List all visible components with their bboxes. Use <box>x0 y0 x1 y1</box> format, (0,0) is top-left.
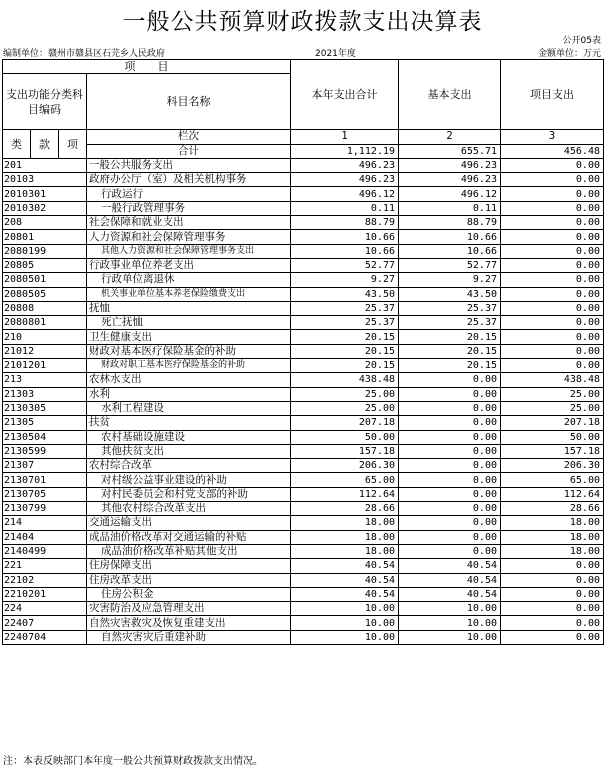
basic-expense-value: 20.15 <box>399 344 501 358</box>
total-expense-value: 25.00 <box>291 387 399 401</box>
table-row <box>3 373 604 387</box>
total-expense-value: 43.50 <box>291 287 399 301</box>
table-row <box>3 602 604 616</box>
column-number-2: 2 <box>399 130 501 144</box>
subject-code: 214 <box>3 516 87 530</box>
project-expense-value: 0.00 <box>501 630 604 644</box>
basic-expense-value: 40.54 <box>399 559 501 573</box>
total-expense-value: 10.00 <box>291 616 399 630</box>
subject-name: 自然灾害救灾及恢复重建支出 <box>87 616 291 630</box>
subject-code: 2130799 <box>3 502 87 516</box>
subject-code: 21012 <box>3 344 87 358</box>
subject-code: 2080801 <box>3 316 87 330</box>
table-row <box>3 416 604 430</box>
total-expense-value: 112.64 <box>291 487 399 501</box>
subject-code: 2240704 <box>3 630 87 644</box>
subject-code: 210 <box>3 330 87 344</box>
table-row <box>3 559 604 573</box>
subject-code: 21305 <box>3 416 87 430</box>
basic-expense-value: 0.00 <box>399 430 501 444</box>
table-row <box>3 201 604 215</box>
subject-code: 2130305 <box>3 401 87 415</box>
project-expense-value: 0.00 <box>501 573 604 587</box>
table-row <box>3 487 604 501</box>
table-row <box>3 330 604 344</box>
total-c1: 1,112.19 <box>291 144 399 158</box>
subject-name: 人力资源和社会保障管理事务 <box>87 230 291 244</box>
total-expense-value: 88.79 <box>291 216 399 230</box>
subject-name: 住房保障支出 <box>87 559 291 573</box>
subject-code: 2101201 <box>3 359 87 373</box>
basic-expense-value: 496.23 <box>399 173 501 187</box>
table-row <box>3 616 604 630</box>
table-row <box>3 516 604 530</box>
basic-expense-value: 0.00 <box>399 459 501 473</box>
table-row <box>3 187 604 201</box>
subject-code: 2080501 <box>3 273 87 287</box>
column-number-label: 栏次 <box>87 130 291 144</box>
project-expense-value: 25.00 <box>501 387 604 401</box>
basic-expense-value: 0.00 <box>399 373 501 387</box>
basic-expense-value: 10.00 <box>399 602 501 616</box>
subject-name: 行政单位离退休 <box>87 273 291 287</box>
total-expense-value: 9.27 <box>291 273 399 287</box>
subject-code: 20801 <box>3 230 87 244</box>
subject-name: 灾害防治及应急管理支出 <box>87 602 291 616</box>
form-code: 公开05表 <box>562 36 601 46</box>
subject-name: 农林水支出 <box>87 373 291 387</box>
compiling-unit: 编制单位：赣州市赣县区石芫乡人民政府 <box>3 49 166 59</box>
basic-expense-header: 基本支出 <box>399 60 501 130</box>
total-expense-value: 25.37 <box>291 316 399 330</box>
total-expense-value: 25.00 <box>291 401 399 415</box>
total-expense-value: 50.00 <box>291 430 399 444</box>
table-row <box>3 316 604 330</box>
basic-expense-value: 25.37 <box>399 316 501 330</box>
subject-name: 水利工程建设 <box>87 401 291 415</box>
subject-name: 扶贫 <box>87 416 291 430</box>
project-expense-value: 157.18 <box>501 444 604 458</box>
basic-expense-value: 0.00 <box>399 544 501 558</box>
subject-code: 21303 <box>3 387 87 401</box>
subject-name: 财政对基本医疗保险基金的补助 <box>87 344 291 358</box>
total-expense-value: 0.11 <box>291 201 399 215</box>
total-expense-value: 206.30 <box>291 459 399 473</box>
basic-expense-value: 20.15 <box>399 330 501 344</box>
subject-name: 成品油价格改革补贴其他支出 <box>87 544 291 558</box>
project-expense-value: 0.00 <box>501 301 604 315</box>
table-row <box>3 216 604 230</box>
basic-expense-value: 52.77 <box>399 258 501 272</box>
fiscal-year: 2021年度 <box>315 49 356 59</box>
total-expense-header: 本年支出合计 <box>291 60 399 130</box>
table-row <box>3 573 604 587</box>
basic-expense-value: 10.00 <box>399 630 501 644</box>
subject-code: 2210201 <box>3 587 87 601</box>
total-expense-value: 207.18 <box>291 416 399 430</box>
subject-code: 2130599 <box>3 444 87 458</box>
total-expense-value: 10.66 <box>291 244 399 258</box>
table-row <box>3 430 604 444</box>
table-row <box>3 459 604 473</box>
subject-name: 农村综合改革 <box>87 459 291 473</box>
subject-code: 224 <box>3 602 87 616</box>
table-row <box>3 544 604 558</box>
money-unit: 金额单位：万元 <box>537 49 601 59</box>
total-expense-value: 496.23 <box>291 173 399 187</box>
subject-code: 22407 <box>3 616 87 630</box>
total-expense-value: 10.66 <box>291 230 399 244</box>
basic-expense-value: 10.00 <box>399 616 501 630</box>
subject-name: 交通运输支出 <box>87 516 291 530</box>
project-expense-value: 112.64 <box>501 487 604 501</box>
table-row <box>3 530 604 544</box>
total-expense-value: 438.48 <box>291 373 399 387</box>
table-title: 一般公共预算财政拨款支出决算表 <box>122 9 483 35</box>
project-expense-value: 0.00 <box>501 258 604 272</box>
project-expense-value: 0.00 <box>501 330 604 344</box>
subject-code: 22102 <box>3 573 87 587</box>
basic-expense-value: 0.00 <box>399 387 501 401</box>
project-expense-value: 0.00 <box>501 173 604 187</box>
subject-code: 221 <box>3 559 87 573</box>
subject-code: 201 <box>3 158 87 172</box>
total-expense-value: 18.00 <box>291 530 399 544</box>
total-expense-value: 40.54 <box>291 587 399 601</box>
project-expense-value: 0.00 <box>501 287 604 301</box>
subject-name: 其他扶贫支出 <box>87 444 291 458</box>
subject-name: 一般行政管理事务 <box>87 201 291 215</box>
table-row <box>3 387 604 401</box>
subject-name: 其他人力资源和社会保障管理事务支出 <box>87 244 291 258</box>
total-c3: 456.48 <box>501 144 604 158</box>
project-expense-value: 0.00 <box>501 187 604 201</box>
basic-expense-value: 0.00 <box>399 444 501 458</box>
basic-expense-value: 10.66 <box>399 230 501 244</box>
subject-name: 对村级公益事业建设的补助 <box>87 473 291 487</box>
basic-expense-value: 40.54 <box>399 587 501 601</box>
lei-header: 类 <box>3 130 31 159</box>
total-expense-value: 52.77 <box>291 258 399 272</box>
subject-code: 2080505 <box>3 287 87 301</box>
total-expense-value: 20.15 <box>291 359 399 373</box>
table-row <box>3 158 604 172</box>
subject-code: 2010301 <box>3 187 87 201</box>
project-header: 项 目 <box>3 60 291 74</box>
table-row <box>3 473 604 487</box>
total-expense-value: 18.00 <box>291 516 399 530</box>
project-expense-header: 项目支出 <box>501 60 604 130</box>
project-expense-value: 0.00 <box>501 316 604 330</box>
table-row <box>3 359 604 373</box>
project-expense-value: 0.00 <box>501 559 604 573</box>
basic-expense-value: 43.50 <box>399 287 501 301</box>
subject-name: 一般公共服务支出 <box>87 158 291 172</box>
table-row <box>3 244 604 258</box>
basic-expense-value: 0.00 <box>399 516 501 530</box>
subject-name: 其他农村综合改革支出 <box>87 502 291 516</box>
table-row <box>3 173 604 187</box>
subject-code: 208 <box>3 216 87 230</box>
basic-expense-value: 0.00 <box>399 401 501 415</box>
project-expense-value: 0.00 <box>501 244 604 258</box>
table-row <box>3 287 604 301</box>
table-row <box>3 230 604 244</box>
total-c2: 655.71 <box>399 144 501 158</box>
subject-code: 20103 <box>3 173 87 187</box>
project-expense-value: 25.00 <box>501 401 604 415</box>
total-expense-value: 40.54 <box>291 559 399 573</box>
project-expense-value: 0.00 <box>501 273 604 287</box>
basic-expense-value: 0.00 <box>399 502 501 516</box>
total-expense-value: 28.66 <box>291 502 399 516</box>
table-row <box>3 630 604 644</box>
expenditure-table <box>2 59 604 645</box>
table-row <box>3 273 604 287</box>
subject-name: 住房公积金 <box>87 587 291 601</box>
subject-code: 21307 <box>3 459 87 473</box>
subject-name-header: 科目名称 <box>87 74 291 130</box>
project-expense-value: 0.00 <box>501 158 604 172</box>
total-expense-value: 65.00 <box>291 473 399 487</box>
total-expense-value: 496.12 <box>291 187 399 201</box>
subject-name: 成品油价格改革对交通运输的补贴 <box>87 530 291 544</box>
total-label: 合计 <box>87 144 291 158</box>
xiang-header: 项 <box>59 130 87 159</box>
project-expense-value: 0.00 <box>501 201 604 215</box>
subject-name: 抚恤 <box>87 301 291 315</box>
kuan-header: 款 <box>31 130 59 159</box>
subject-code: 20808 <box>3 301 87 315</box>
subject-code: 213 <box>3 373 87 387</box>
subject-name: 行政事业单位养老支出 <box>87 258 291 272</box>
subject-name: 自然灾害灾后重建补助 <box>87 630 291 644</box>
total-expense-value: 20.15 <box>291 330 399 344</box>
project-expense-value: 0.00 <box>501 230 604 244</box>
basic-expense-value: 0.00 <box>399 473 501 487</box>
basic-expense-value: 0.11 <box>399 201 501 215</box>
subject-name: 机关事业单位基本养老保险缴费支出 <box>87 287 291 301</box>
subject-code: 2130504 <box>3 430 87 444</box>
project-expense-value: 50.00 <box>501 430 604 444</box>
project-expense-value: 0.00 <box>501 216 604 230</box>
subject-name: 财政对职工基本医疗保险基金的补助 <box>87 359 291 373</box>
table-row <box>3 301 604 315</box>
basic-expense-value: 496.12 <box>399 187 501 201</box>
subject-code: 21404 <box>3 530 87 544</box>
basic-expense-value: 10.66 <box>399 244 501 258</box>
basic-expense-value: 0.00 <box>399 487 501 501</box>
project-expense-value: 18.00 <box>501 530 604 544</box>
basic-expense-value: 88.79 <box>399 216 501 230</box>
project-expense-value: 0.00 <box>501 602 604 616</box>
subject-name: 行政运行 <box>87 187 291 201</box>
table-row <box>3 587 604 601</box>
total-expense-value: 40.54 <box>291 573 399 587</box>
table-row <box>3 258 604 272</box>
function-code-header: 支出功能分类科目编码 <box>3 74 87 130</box>
project-expense-value: 0.00 <box>501 616 604 630</box>
table-row <box>3 344 604 358</box>
table-row <box>3 444 604 458</box>
basic-expense-value: 25.37 <box>399 301 501 315</box>
project-expense-value: 18.00 <box>501 516 604 530</box>
basic-expense-value: 0.00 <box>399 416 501 430</box>
project-expense-value: 18.00 <box>501 544 604 558</box>
total-expense-value: 18.00 <box>291 544 399 558</box>
column-number-1: 1 <box>291 130 399 144</box>
subject-name: 死亡抚恤 <box>87 316 291 330</box>
basic-expense-value: 40.54 <box>399 573 501 587</box>
footnote: 注：本表反映部门本年度一般公共预算财政拨款支出情况。 <box>3 756 263 767</box>
subject-code: 2080199 <box>3 244 87 258</box>
total-expense-value: 25.37 <box>291 301 399 315</box>
total-expense-value: 496.23 <box>291 158 399 172</box>
subject-name: 水利 <box>87 387 291 401</box>
basic-expense-value: 0.00 <box>399 530 501 544</box>
basic-expense-value: 496.23 <box>399 158 501 172</box>
project-expense-value: 28.66 <box>501 502 604 516</box>
table-row <box>3 502 604 516</box>
total-expense-value: 10.00 <box>291 602 399 616</box>
subject-code: 20805 <box>3 258 87 272</box>
subject-code: 2010302 <box>3 201 87 215</box>
table-body <box>3 158 604 644</box>
basic-expense-value: 9.27 <box>399 273 501 287</box>
subject-code: 2130701 <box>3 473 87 487</box>
project-expense-value: 0.00 <box>501 344 604 358</box>
subject-name: 政府办公厅（室）及相关机构事务 <box>87 173 291 187</box>
project-expense-value: 0.00 <box>501 587 604 601</box>
subject-name: 社会保障和就业支出 <box>87 216 291 230</box>
project-expense-value: 438.48 <box>501 373 604 387</box>
subject-code: 2140499 <box>3 544 87 558</box>
subject-name: 农村基础设施建设 <box>87 430 291 444</box>
subject-name: 对村民委员会和村党支部的补助 <box>87 487 291 501</box>
table-row <box>3 401 604 415</box>
basic-expense-value: 20.15 <box>399 359 501 373</box>
subject-name: 卫生健康支出 <box>87 330 291 344</box>
project-expense-value: 0.00 <box>501 359 604 373</box>
subject-code: 2130705 <box>3 487 87 501</box>
total-expense-value: 20.15 <box>291 344 399 358</box>
project-expense-value: 207.18 <box>501 416 604 430</box>
total-expense-value: 157.18 <box>291 444 399 458</box>
column-number-3: 3 <box>501 130 604 144</box>
subject-name: 住房改革支出 <box>87 573 291 587</box>
project-expense-value: 206.30 <box>501 459 604 473</box>
project-expense-value: 65.00 <box>501 473 604 487</box>
total-expense-value: 10.00 <box>291 630 399 644</box>
